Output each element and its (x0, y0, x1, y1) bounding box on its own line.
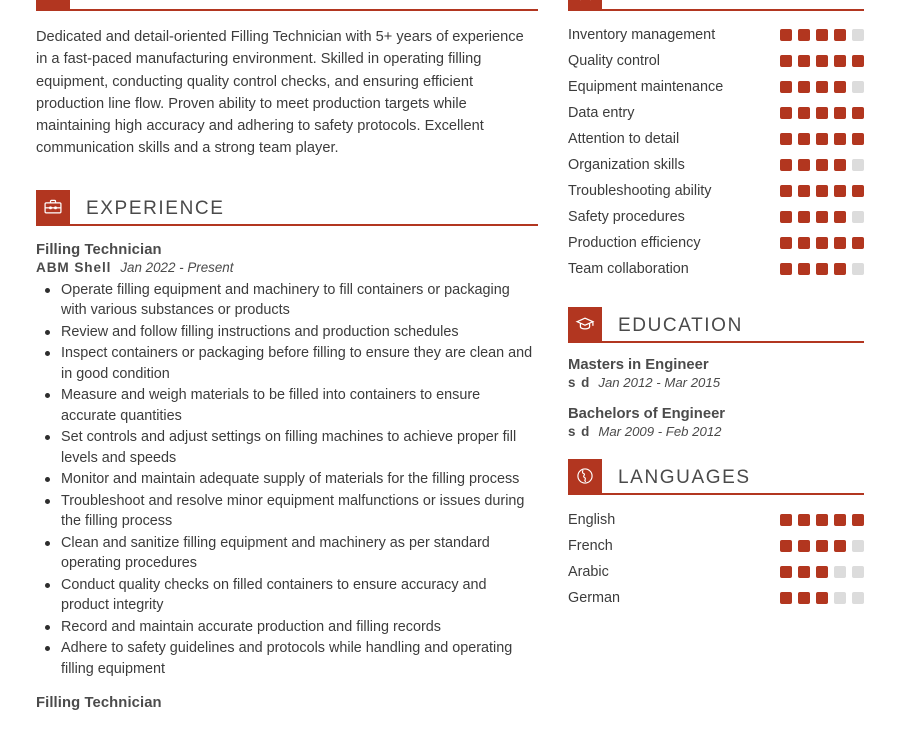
education-entry (568, 357, 864, 390)
rating-square-filled (834, 107, 846, 119)
rating-square-filled (834, 185, 846, 197)
summary-text: Dedicated and detail-oriented Filling Technician with 5+ years of experience in a fast-paced manufacturing environment. Skilled in operating filling equipment, conducting quality control checks, and ensuring efficient production line flow. Proven ability to meet production targets while maintaining high accuracy and adhering to safety protocols. Excellent communication skills and a strong team player. (36, 29, 524, 157)
rating-square-empty (852, 211, 864, 223)
education-degree: Masters in Engineer (568, 357, 709, 373)
section-rule-summary (36, 9, 538, 11)
rating-square-filled (834, 29, 846, 41)
rating-square-filled (816, 107, 828, 119)
language-label: German (568, 590, 620, 606)
list-item: Inspect containers or packaging before filling to ensure they are clean and in good condition (36, 343, 538, 384)
rating-square-filled (798, 159, 810, 171)
skill-row (568, 257, 864, 281)
skill-label: Production efficiency (568, 235, 701, 251)
section-rule-skills (568, 9, 864, 11)
rating-square-filled (780, 55, 792, 67)
skill-label: Troubleshooting ability (568, 183, 712, 199)
rating-square-filled (834, 55, 846, 67)
section-header-skills (568, 0, 864, 9)
globe-icon (568, 459, 602, 493)
rating-square-empty (852, 540, 864, 552)
skill-rating (780, 75, 864, 93)
rating-square-filled (816, 185, 828, 197)
job-company: ABM Shell (36, 259, 112, 275)
language-row (568, 534, 864, 558)
language-rating (780, 586, 864, 604)
rating-square-filled (798, 514, 810, 526)
rating-square-filled (816, 237, 828, 249)
rating-square-filled (816, 159, 828, 171)
section-header-experience (36, 186, 538, 224)
rating-square-filled (798, 55, 810, 67)
rating-square-filled (798, 263, 810, 275)
language-rating (780, 508, 864, 526)
rating-square-filled (780, 185, 792, 197)
skill-row (568, 153, 864, 177)
list-item: Adhere to safety guidelines and protocols while handling and operating filling equipment (36, 638, 538, 679)
rating-square-filled (816, 540, 828, 552)
rating-square-filled (780, 237, 792, 249)
rating-square-empty (852, 81, 864, 93)
language-rating (780, 534, 864, 552)
rating-square-filled (780, 566, 792, 578)
rating-square-filled (816, 592, 828, 604)
skill-rating (780, 101, 864, 119)
rating-square-filled (798, 133, 810, 145)
rating-square-filled (780, 81, 792, 93)
section-rule-experience (36, 224, 538, 226)
rating-square-filled (816, 133, 828, 145)
language-row (568, 508, 864, 532)
section-title-experience: EXPERIENCE (86, 197, 225, 219)
rating-square-filled (798, 211, 810, 223)
rating-square-empty (852, 592, 864, 604)
rating-square-empty (852, 29, 864, 41)
star-icon (568, 0, 602, 9)
rating-square-filled (834, 133, 846, 145)
skill-row (568, 179, 864, 203)
rating-square-filled (780, 107, 792, 119)
list-item: Troubleshoot and resolve minor equipment malfunctions or issues during the filling process (36, 491, 538, 532)
rating-square-filled (798, 29, 810, 41)
skill-rating (780, 153, 864, 171)
list-item: Set controls and adjust settings on filling machines to achieve proper fill levels and speeds (36, 427, 538, 468)
rating-square-filled (798, 107, 810, 119)
rating-square-filled (852, 133, 864, 145)
rating-square-filled (852, 55, 864, 67)
rating-square-filled (834, 159, 846, 171)
rating-square-filled (798, 237, 810, 249)
rating-square-filled (816, 211, 828, 223)
skill-row (568, 127, 864, 151)
rating-square-filled (816, 514, 828, 526)
list-item: Record and maintain accurate production and filling records (36, 617, 538, 638)
section-title-languages: LANGUAGES (618, 467, 751, 488)
graduation-cap-icon (568, 307, 602, 341)
rating-square-filled (798, 185, 810, 197)
list-item: Review and follow filling instructions and production schedules (36, 322, 538, 343)
rating-square-filled (780, 159, 792, 171)
skill-label: Attention to detail (568, 131, 680, 147)
rating-square-filled (816, 566, 828, 578)
rating-square-filled (780, 592, 792, 604)
skill-label: Safety procedures (568, 209, 685, 225)
rating-square-filled (780, 211, 792, 223)
languages-list (568, 508, 864, 610)
rating-square-empty (852, 263, 864, 275)
skill-label: Quality control (568, 53, 660, 69)
skill-row (568, 231, 864, 255)
document-icon (36, 0, 70, 9)
right-column (560, 0, 900, 750)
job-title: Filling Technician (36, 241, 162, 258)
education-dates: Mar 2009 - Feb 2012 (598, 424, 722, 439)
education-dates: Jan 2012 - Mar 2015 (598, 375, 721, 390)
rating-square-empty (852, 566, 864, 578)
rating-square-filled (834, 211, 846, 223)
education-school: s d (568, 375, 591, 390)
rating-square-filled (852, 237, 864, 249)
rating-square-empty (834, 566, 846, 578)
rating-square-filled (852, 514, 864, 526)
rating-square-filled (780, 514, 792, 526)
rating-square-filled (798, 566, 810, 578)
rating-square-filled (852, 185, 864, 197)
rating-square-filled (852, 107, 864, 119)
rating-square-filled (780, 263, 792, 275)
list-item: Measure and weigh materials to be filled into containers to ensure accurate quantities (36, 385, 538, 426)
section-header-languages (568, 455, 864, 493)
job-meta (36, 260, 538, 275)
job-dates: Jan 2022 - Present (120, 259, 234, 275)
skill-row (568, 49, 864, 73)
section-header-summary (36, 0, 538, 9)
rating-square-filled (834, 263, 846, 275)
skill-row (568, 205, 864, 229)
skills-list (568, 23, 864, 281)
skill-label: Organization skills (568, 157, 685, 173)
rating-square-filled (834, 81, 846, 93)
section-title-education: EDUCATION (618, 315, 743, 336)
job-title: Filling Technician (36, 695, 162, 712)
section-header-education (568, 303, 864, 341)
language-row (568, 560, 864, 584)
education-meta (568, 375, 864, 390)
rating-square-filled (834, 540, 846, 552)
education-list (568, 357, 864, 439)
language-label: Arabic (568, 564, 609, 580)
list-item: Conduct quality checks on filled containers to ensure accuracy and product integrity (36, 575, 538, 616)
list-item: Operate filling equipment and machinery to fill containers or packaging with various substances or products (36, 280, 538, 321)
language-row (568, 586, 864, 610)
job-bullet-list (36, 280, 538, 680)
rating-square-filled (816, 55, 828, 67)
rating-square-filled (780, 540, 792, 552)
skill-rating (780, 205, 864, 223)
rating-square-filled (798, 592, 810, 604)
list-item: Clean and sanitize filling equipment and machinery as per standard operating procedures (36, 533, 538, 574)
section-rule-education (568, 341, 864, 343)
skill-row (568, 101, 864, 125)
skill-rating (780, 49, 864, 67)
section-rule-languages (568, 493, 864, 495)
rating-square-filled (798, 81, 810, 93)
language-label: English (568, 512, 616, 528)
rating-square-filled (834, 514, 846, 526)
rating-square-empty (834, 592, 846, 604)
skill-rating (780, 231, 864, 249)
briefcase-icon (36, 190, 70, 224)
rating-square-filled (780, 29, 792, 41)
experience-entry (36, 695, 538, 711)
list-item: Monitor and maintain adequate supply of materials for the filling process (36, 469, 538, 490)
language-label: French (568, 538, 613, 554)
skill-label: Equipment maintenance (568, 79, 724, 95)
rating-square-filled (780, 133, 792, 145)
skill-label: Data entry (568, 105, 635, 121)
skill-rating (780, 23, 864, 41)
rating-square-empty (852, 159, 864, 171)
language-rating (780, 560, 864, 578)
skill-rating (780, 179, 864, 197)
skill-label: Team collaboration (568, 261, 689, 277)
experience-entry (36, 242, 538, 680)
education-entry (568, 406, 864, 439)
skill-row (568, 75, 864, 99)
education-school: s d (568, 424, 591, 439)
rating-square-filled (834, 237, 846, 249)
education-meta (568, 424, 864, 439)
skill-rating (780, 127, 864, 145)
rating-square-filled (816, 29, 828, 41)
rating-square-filled (816, 81, 828, 93)
skill-label: Inventory management (568, 27, 716, 43)
rating-square-filled (798, 540, 810, 552)
skill-rating (780, 257, 864, 275)
rating-square-filled (816, 263, 828, 275)
skill-row (568, 23, 864, 47)
education-degree: Bachelors of Engineer (568, 406, 726, 422)
